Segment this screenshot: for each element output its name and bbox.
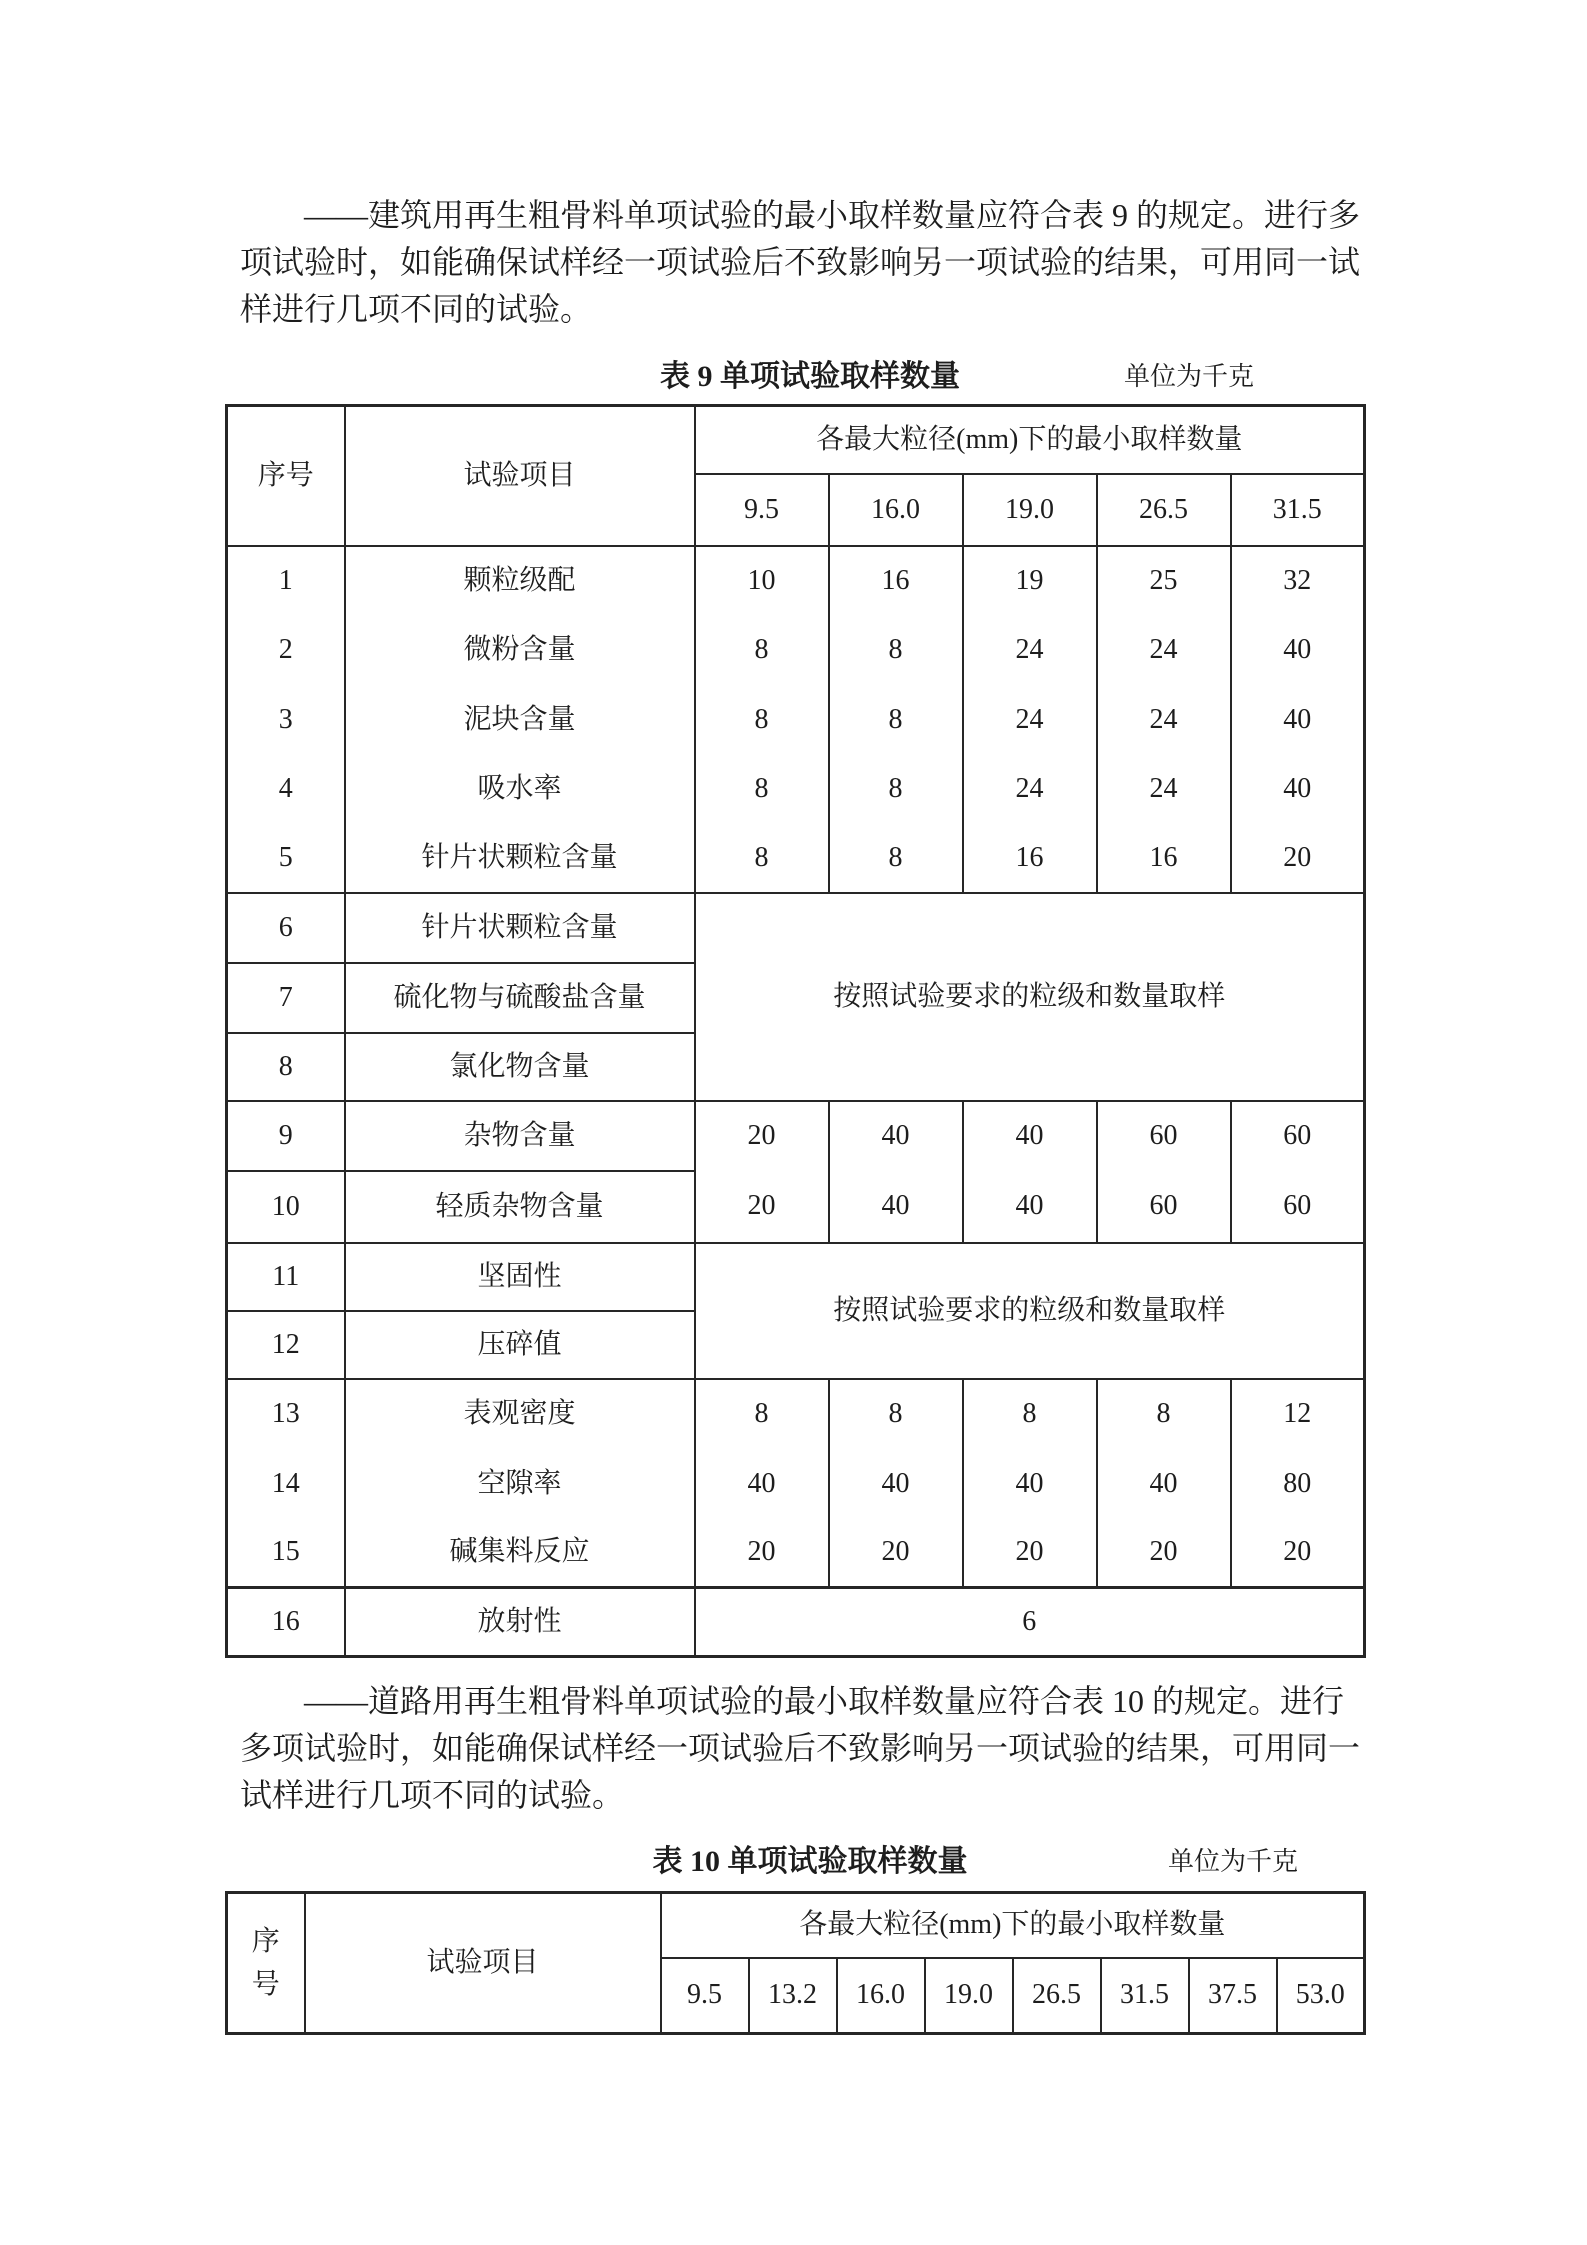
value-cell: 20 (829, 1519, 963, 1588)
row-item-cell: 硫化物与硫酸盐含量 (345, 963, 695, 1033)
table-row (227, 1588, 1365, 1657)
merged-value-cell: 6 (695, 1588, 1365, 1657)
row-item-cell: 颗粒级配 (345, 546, 695, 616)
row-item-cell: 氯化物含量 (345, 1033, 695, 1101)
value-cell: 20 (1231, 1519, 1365, 1588)
table-row (227, 893, 1365, 963)
size-header-cell: 26.5 (1013, 1958, 1101, 2034)
size-header-cell: 16.0 (829, 474, 963, 546)
row-no-cell: 8 (227, 1033, 345, 1101)
table-row (227, 1101, 1365, 1171)
table-row (227, 616, 1365, 685)
value-cell: 25 (1097, 546, 1231, 616)
value-cell: 24 (1097, 685, 1231, 755)
header-group-cell: 各最大粒径(mm)下的最小取样数量 (661, 1893, 1365, 1958)
size-header-cell: 19.0 (925, 1958, 1013, 2034)
value-cell: 40 (695, 1449, 829, 1519)
value-cell: 24 (963, 755, 1097, 824)
value-cell: 40 (829, 1101, 963, 1171)
value-cell: 20 (1097, 1519, 1231, 1588)
paragraph-line: 项试验时，如能确保试样经一项试验后不致影响另一项试验的结果，可用同一试 (240, 244, 1361, 280)
header-item-cell: 试验项目 (345, 406, 695, 546)
value-cell: 24 (963, 616, 1097, 685)
table-row (227, 1243, 1365, 1311)
value-cell: 8 (695, 1379, 829, 1449)
row-no-cell: 4 (227, 755, 345, 824)
value-cell: 40 (1231, 685, 1365, 755)
value-cell: 40 (1097, 1449, 1231, 1519)
merged-note-cell: 按照试验要求的粒级和数量取样 (695, 893, 1365, 1101)
value-cell: 24 (1097, 755, 1231, 824)
table-row (227, 1519, 1365, 1588)
size-header-cell: 19.0 (963, 474, 1097, 546)
value-cell: 12 (1231, 1379, 1365, 1449)
table-row (227, 546, 1365, 616)
merged-note-cell: 按照试验要求的粒级和数量取样 (695, 1243, 1365, 1379)
value-cell: 8 (963, 1379, 1097, 1449)
header-index-cell: 序号 (227, 406, 345, 546)
table10 (225, 1891, 1366, 2035)
size-header-cell: 16.0 (837, 1958, 925, 2034)
paragraph-building-aggregate (240, 192, 1361, 333)
size-header-cell: 26.5 (1097, 474, 1231, 546)
value-cell: 80 (1231, 1449, 1365, 1519)
row-item-cell: 表观密度 (345, 1379, 695, 1449)
row-no-cell: 9 (227, 1101, 345, 1171)
value-cell: 40 (1231, 616, 1365, 685)
value-cell: 40 (829, 1171, 963, 1243)
row-no-cell: 2 (227, 616, 345, 685)
value-cell: 20 (695, 1101, 829, 1171)
table9-caption: 表 9 单项试验取样数量 (660, 360, 960, 393)
paragraph-road-aggregate (240, 1678, 1361, 1819)
table10-caption: 表 10 单项试验取样数量 (652, 1845, 968, 1878)
table9 (225, 404, 1366, 1658)
header-index-text: 序号 (251, 1925, 280, 2000)
value-cell: 8 (829, 824, 963, 893)
row-no-cell: 13 (227, 1379, 345, 1449)
size-header-cell: 53.0 (1277, 1958, 1365, 2034)
size-header-cell: 9.5 (661, 1958, 749, 2034)
row-no-cell: 6 (227, 893, 345, 963)
row-no-cell: 16 (227, 1588, 345, 1657)
row-no-cell: 12 (227, 1311, 345, 1379)
table-row (227, 1171, 1365, 1243)
table-row (227, 824, 1365, 893)
value-cell: 8 (829, 685, 963, 755)
row-item-cell: 压碎值 (345, 1311, 695, 1379)
paragraph-line: 试样进行几项不同的试验。 (240, 1777, 625, 1813)
row-item-cell: 坚固性 (345, 1243, 695, 1311)
value-cell: 8 (695, 616, 829, 685)
table-row (227, 685, 1365, 755)
value-cell: 8 (1097, 1379, 1231, 1449)
table9-unit-label: 单位为千克 (1124, 362, 1255, 391)
size-header-cell: 31.5 (1101, 1958, 1189, 2034)
header-item-cell: 试验项目 (305, 1893, 661, 2034)
table-row (227, 1379, 1365, 1449)
value-cell: 19 (963, 546, 1097, 616)
paragraph-line: ——道路用再生粗骨料单项试验的最小取样数量应符合表 10 的规定。进行 (304, 1683, 1345, 1719)
row-item-cell: 吸水率 (345, 755, 695, 824)
value-cell: 16 (829, 546, 963, 616)
value-cell: 20 (963, 1519, 1097, 1588)
size-header-cell: 13.2 (749, 1958, 837, 2034)
size-header-cell: 31.5 (1231, 474, 1365, 546)
value-cell: 40 (963, 1171, 1097, 1243)
row-item-cell: 针片状颗粒含量 (345, 824, 695, 893)
value-cell: 24 (1097, 616, 1231, 685)
value-cell: 8 (829, 755, 963, 824)
row-item-cell: 轻质杂物含量 (345, 1171, 695, 1243)
value-cell: 24 (963, 685, 1097, 755)
value-cell: 32 (1231, 546, 1365, 616)
value-cell: 40 (829, 1449, 963, 1519)
value-cell: 8 (695, 824, 829, 893)
row-no-cell: 11 (227, 1243, 345, 1311)
row-no-cell: 10 (227, 1171, 345, 1243)
value-cell: 40 (963, 1101, 1097, 1171)
row-item-cell: 针片状颗粒含量 (345, 893, 695, 963)
row-item-cell: 微粉含量 (345, 616, 695, 685)
size-header-cell: 37.5 (1189, 1958, 1277, 2034)
row-no-cell: 14 (227, 1449, 345, 1519)
value-cell: 8 (695, 755, 829, 824)
value-cell: 20 (695, 1519, 829, 1588)
row-item-cell: 碱集料反应 (345, 1519, 695, 1588)
row-no-cell: 5 (227, 824, 345, 893)
table-header-row (227, 406, 1365, 474)
table10-unit-label: 单位为千克 (1168, 1847, 1299, 1876)
value-cell: 40 (1231, 755, 1365, 824)
value-cell: 8 (829, 616, 963, 685)
paragraph-line: 样进行几项不同的试验。 (240, 291, 593, 327)
value-cell: 60 (1097, 1171, 1231, 1243)
value-cell: 60 (1097, 1101, 1231, 1171)
value-cell: 60 (1231, 1171, 1365, 1243)
value-cell: 10 (695, 546, 829, 616)
header-group-cell: 各最大粒径(mm)下的最小取样数量 (695, 406, 1365, 474)
row-item-cell: 放射性 (345, 1588, 695, 1657)
row-item-cell: 杂物含量 (345, 1101, 695, 1171)
value-cell: 40 (963, 1449, 1097, 1519)
row-no-cell: 7 (227, 963, 345, 1033)
header-index-cell (227, 1893, 305, 2034)
row-no-cell: 3 (227, 685, 345, 755)
row-no-cell: 1 (227, 546, 345, 616)
table-header-row (227, 1893, 1365, 1958)
row-item-cell: 空隙率 (345, 1449, 695, 1519)
value-cell: 16 (963, 824, 1097, 893)
paragraph-line: 多项试验时，如能确保试样经一项试验后不致影响另一项试验的结果，可用同一 (240, 1730, 1361, 1766)
value-cell: 16 (1097, 824, 1231, 893)
size-header-cell: 9.5 (695, 474, 829, 546)
value-cell: 8 (829, 1379, 963, 1449)
row-no-cell: 15 (227, 1519, 345, 1588)
value-cell: 60 (1231, 1101, 1365, 1171)
value-cell: 8 (695, 685, 829, 755)
row-item-cell: 泥块含量 (345, 685, 695, 755)
paragraph-line: ——建筑用再生粗骨料单项试验的最小取样数量应符合表 9 的规定。进行多 (304, 197, 1361, 233)
table-row (227, 755, 1365, 824)
value-cell: 20 (695, 1171, 829, 1243)
table-row (227, 1449, 1365, 1519)
value-cell: 20 (1231, 824, 1365, 893)
